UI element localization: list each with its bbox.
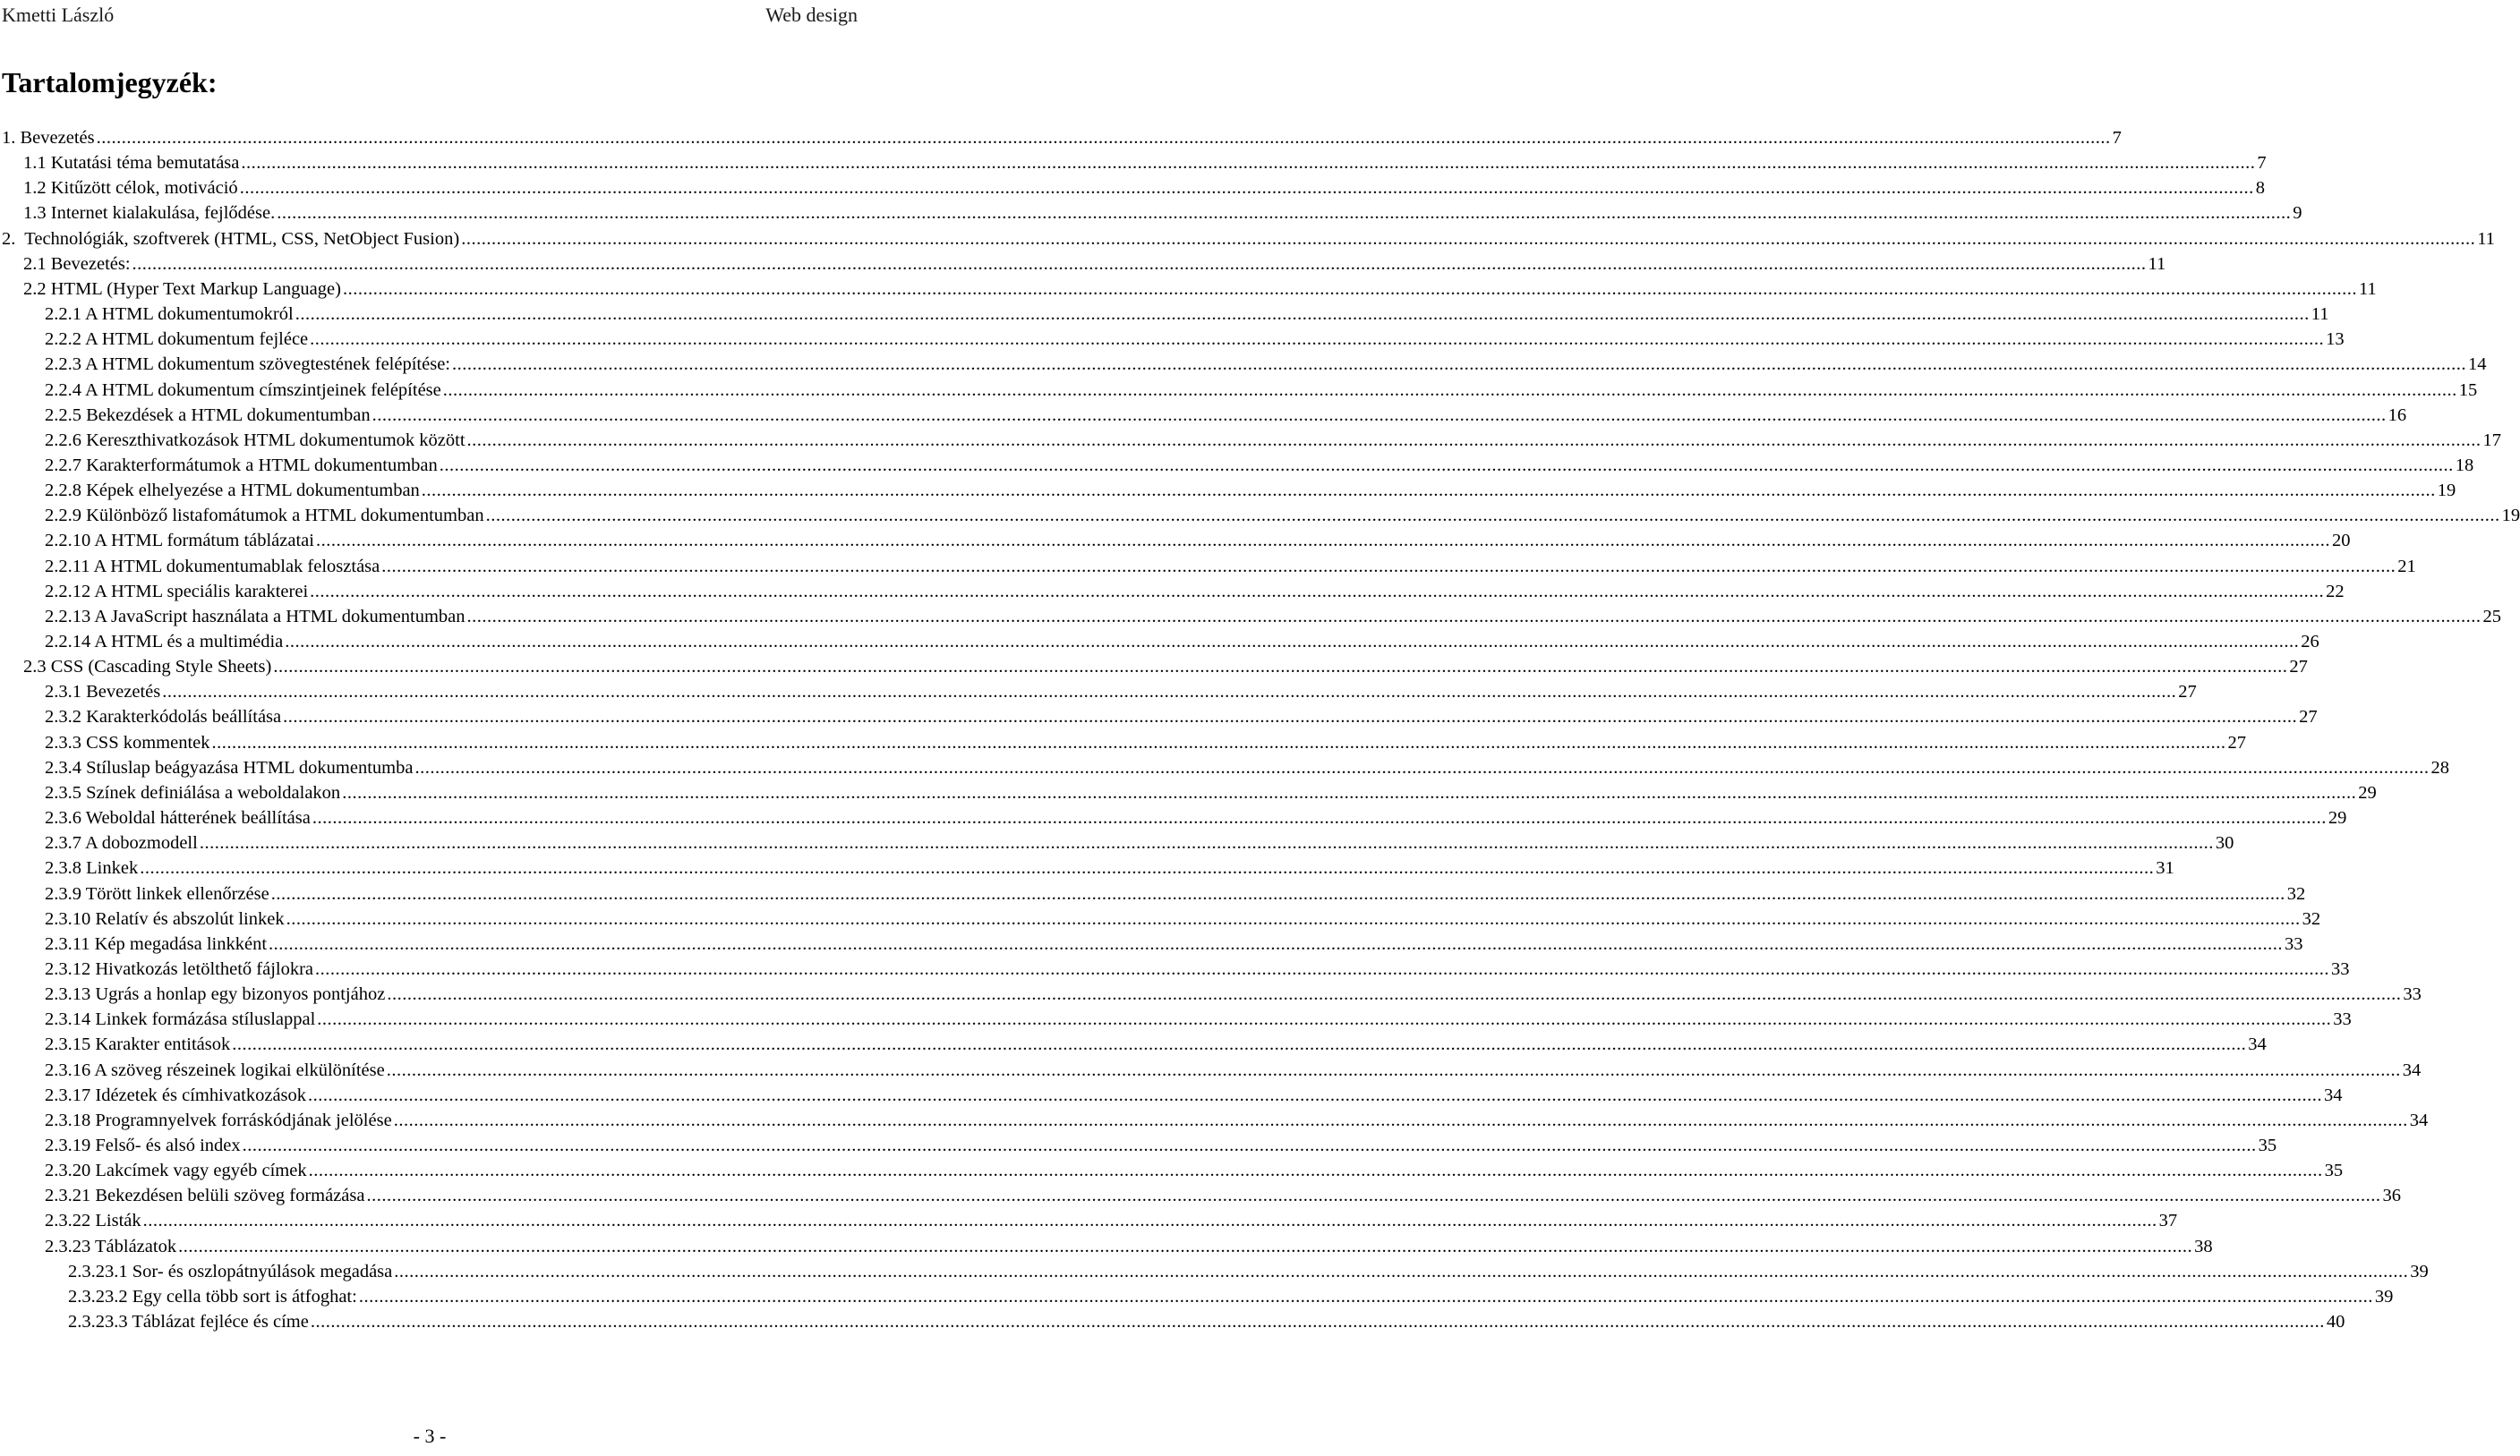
toc-leader-dots: ................................................................................................................................................................................................................................................................................................................................................................................................................ (308, 1161, 2323, 1181)
toc-entry-label: 2.3.2 Karakterkódolás beállítása (45, 707, 282, 728)
toc-entry[interactable] (45, 679, 2197, 704)
toc-entry[interactable] (45, 704, 2318, 729)
toc-entry[interactable] (45, 1183, 2401, 1208)
toc-entry-label: 2.3.13 Ugrás a honlap egy bizonyos pontjához (45, 984, 386, 1005)
toc-entry-page: 36 (2382, 1186, 2401, 1206)
toc-entry[interactable] (2, 125, 2122, 150)
toc-entry-label: 2.2.10 A HTML formátum táblázatai (45, 531, 314, 551)
toc-entry[interactable] (45, 957, 2350, 982)
toc-entry-page: 11 (2148, 253, 2166, 274)
toc-entry-page: 7 (2257, 153, 2267, 174)
toc-entry-label: 2.2.3 A HTML dokumentum szövegtestének felépítése: (45, 354, 450, 375)
toc-entry-page: 40 (2326, 1312, 2345, 1333)
toc-entry-page: 34 (2409, 1110, 2429, 1130)
toc-entry[interactable] (45, 302, 2329, 327)
toc-entry-page: 33 (2331, 958, 2350, 979)
toc-entry-page: 33 (2403, 984, 2422, 1005)
toc-entry-page: 39 (2374, 1286, 2394, 1307)
toc-entry-label: 2.3.23.2 Egy cella több sort is átfoghat: (68, 1286, 357, 1307)
toc-entry-page: 32 (2302, 908, 2321, 929)
toc-entry[interactable] (45, 579, 2345, 604)
toc-leader-dots: ................................................................................................................................................................................................................................................................................................................................................................................................................ (312, 808, 2327, 829)
toc-leader-dots: ................................................................................................................................................................................................................................................................................................................................................................................................................ (277, 203, 2292, 224)
toc-leader-dots: ................................................................................................................................................................................................................................................................................................................................................................................................................ (421, 481, 2436, 501)
toc-entry-page: 34 (2402, 1060, 2422, 1080)
toc-leader-dots: ................................................................................................................................................................................................................................................................................................................................................................................................................ (358, 1286, 2373, 1307)
toc-entry[interactable] (45, 403, 2407, 428)
page-title: Tartalomjegyzék: (2, 66, 218, 98)
toc-leader-dots: ................................................................................................................................................................................................................................................................................................................................................................................................................ (273, 657, 2288, 677)
toc-entry-label: 2.3.11 Kép megadása linkként (45, 933, 268, 954)
toc-entry[interactable] (45, 1108, 2429, 1133)
toc-entry-label: 2.3.5 Színek definiálása a weboldalakon (45, 782, 341, 803)
toc-leader-dots: ................................................................................................................................................................................................................................................................................................................................................................................................................ (241, 153, 2256, 174)
header-subject: Web design (765, 4, 858, 26)
toc-leader-dots: ................................................................................................................................................................................................................................................................................................................................................................................................................ (239, 178, 2254, 199)
toc-leader-dots: ................................................................................................................................................................................................................................................................................................................................................................................................................ (439, 455, 2454, 475)
toc-entry[interactable] (45, 1158, 2344, 1183)
toc-leader-dots: ................................................................................................................................................................................................................................................................................................................................................................................................................ (285, 632, 2300, 651)
toc-entry-page: 34 (2248, 1035, 2267, 1055)
toc-entry-page: 18 (2455, 455, 2474, 475)
toc-entry-page: 11 (2311, 304, 2329, 325)
toc-entry[interactable] (45, 1007, 2352, 1032)
toc-entry-label: 2. Technológiák, szoftverek (HTML, CSS, NetObject Fusion) (2, 228, 460, 249)
toc-entry[interactable] (45, 805, 2347, 830)
toc-entry-page: 20 (2331, 531, 2351, 551)
toc-leader-dots: ................................................................................................................................................................................................................................................................................................................................................................................................................ (394, 1261, 2409, 1281)
toc-leader-dots: ................................................................................................................................................................................................................................................................................................................................................................................................................ (310, 1312, 2325, 1333)
toc-entry-label: 2.3.15 Karakter entitások (45, 1035, 231, 1055)
toc-leader-dots: ................................................................................................................................................................................................................................................................................................................................................................................................................ (372, 404, 2387, 425)
toc-entry-page: 33 (2333, 1009, 2352, 1030)
toc-leader-dots: ................................................................................................................................................................................................................................................................................................................................................................................................................ (308, 1085, 2323, 1105)
toc-leader-dots: ................................................................................................................................................................................................................................................................................................................................................................................................................ (315, 958, 2330, 979)
toc-entry-label: 2.1 Bevezetés: (23, 253, 131, 274)
toc-entry-page: 13 (2326, 329, 2345, 350)
toc-leader-dots: ................................................................................................................................................................................................................................................................................................................................................................................................................ (242, 1136, 2257, 1155)
toc-entry-label: 2.2 HTML (Hyper Text Markup Language) (23, 278, 341, 299)
toc-leader-dots: ................................................................................................................................................................................................................................................................................................................................................................................................................ (270, 883, 2285, 904)
toc-entry-page: 9 (2293, 203, 2302, 224)
toc-entry-page: 11 (2358, 278, 2377, 299)
toc-entry-page: 29 (2358, 782, 2377, 803)
toc-entry-page: 25 (2482, 606, 2501, 626)
toc-entry-label: 2.3.4 Stíluslap beágyazása HTML dokumentumba (45, 757, 414, 778)
toc-leader-dots: ................................................................................................................................................................................................................................................................................................................................................................................................................ (310, 329, 2325, 350)
toc-entry-page: 34 (2324, 1085, 2343, 1105)
toc-leader-dots: ................................................................................................................................................................................................................................................................................................................................................................................................................ (140, 858, 2155, 879)
toc-entry-page: 7 (2112, 128, 2122, 148)
toc-leader-dots: ................................................................................................................................................................................................................................................................................................................................................................................................................ (315, 531, 2330, 551)
toc-leader-dots: ................................................................................................................................................................................................................................................................................................................................................................................................................ (485, 506, 2500, 526)
toc-entry[interactable] (45, 327, 2345, 352)
toc-leader-dots: ................................................................................................................................................................................................................................................................................................................................................................................................................ (442, 379, 2457, 400)
toc-entry-page: 38 (2194, 1236, 2213, 1256)
toc-leader-dots: ................................................................................................................................................................................................................................................................................................................................................................................................................ (269, 933, 2284, 954)
toc-entry-label: 2.2.7 Karakterformátumok a HTML dokumentumban (45, 455, 438, 475)
toc-entry-page: 17 (2482, 430, 2502, 450)
toc-entry-page: 33 (2285, 933, 2303, 954)
toc-entry-label: 1.3 Internet kialakulása, fejlődése. (23, 203, 276, 224)
toc-entry-label: 1.2 Kitűzött célok, motiváció (23, 178, 238, 199)
toc-entry[interactable] (23, 200, 2302, 226)
toc-leader-dots: ................................................................................................................................................................................................................................................................................................................................................................................................................ (466, 430, 2482, 450)
toc-entry-label: 2.2.8 Képek elhelyezése a HTML dokumentumban (45, 481, 420, 501)
toc-entry[interactable] (23, 277, 2377, 302)
toc-leader-dots: ................................................................................................................................................................................................................................................................................................................................................................................................................ (452, 354, 2466, 375)
toc-entry[interactable] (45, 478, 2456, 503)
toc-leader-dots: ................................................................................................................................................................................................................................................................................................................................................................................................................ (414, 757, 2430, 778)
toc-leader-dots: ................................................................................................................................................................................................................................................................................................................................................................................................................ (386, 1060, 2401, 1080)
toc-entry-label: 2.3.12 Hivatkozás letölthető fájlokra (45, 958, 314, 979)
toc-entry[interactable] (45, 1083, 2343, 1108)
toc-entry-page: 29 (2328, 808, 2347, 829)
toc-leader-dots: ................................................................................................................................................................................................................................................................................................................................................................................................................ (295, 304, 2310, 325)
toc-leader-dots: ................................................................................................................................................................................................................................................................................................................................................................................................................ (283, 707, 2298, 728)
toc-entry[interactable] (23, 251, 2166, 277)
toc-entry[interactable] (68, 1259, 2429, 1284)
toc-entry-label: 2.3.21 Bekezdésen belüli szöveg formázása (45, 1186, 365, 1206)
toc-entry-label: 2.3 CSS (Cascading Style Sheets) (23, 657, 272, 677)
toc-entry-page: 30 (2215, 833, 2234, 854)
toc-leader-dots: ................................................................................................................................................................................................................................................................................................................................................................................................................ (96, 128, 2111, 148)
toc-entry-label: 2.2.1 A HTML dokumentumokról (45, 304, 294, 325)
toc-entry-page: 27 (2227, 732, 2247, 753)
toc-entry-page: 37 (2158, 1211, 2178, 1231)
toc-entry[interactable] (45, 503, 2520, 528)
toc-leader-dots: ................................................................................................................................................................................................................................................................................................................................................................................................................ (132, 253, 2147, 274)
toc-leader-dots: ................................................................................................................................................................................................................................................................................................................................................................................................................ (393, 1110, 2408, 1130)
toc-entry[interactable] (45, 982, 2422, 1007)
toc-entry[interactable] (45, 907, 2321, 932)
toc-entry-label: 2.2.5 Bekezdések a HTML dokumentumban (45, 404, 371, 425)
toc-entry-page: 19 (2437, 481, 2456, 501)
toc-entry-page: 35 (2258, 1136, 2277, 1155)
toc-entry[interactable] (23, 150, 2267, 175)
toc-entry[interactable] (45, 453, 2474, 478)
toc-entry-label: 2.3.16 A szöveg részeinek logikai elkülönítése (45, 1060, 385, 1080)
toc-leader-dots: ................................................................................................................................................................................................................................................................................................................................................................................................................ (162, 682, 2177, 702)
toc-leader-dots: ................................................................................................................................................................................................................................................................................................................................................................................................................ (142, 1211, 2157, 1231)
toc-entry-label: 2.2.13 A JavaScript használata a HTML dokumentumban (45, 606, 466, 626)
toc-entry-label: 2.2.6 Kereszthivatkozások HTML dokumentumok között (45, 430, 466, 450)
toc-entry-label: 2.3.17 Idézetek és címhivatkozások (45, 1085, 307, 1105)
toc-entry[interactable] (45, 1133, 2277, 1158)
toc-entry[interactable] (45, 1058, 2422, 1083)
toc-entry-label: 1.1 Kutatási téma bemutatása (23, 153, 240, 174)
toc-entry-page: 11 (2477, 228, 2495, 249)
toc-entry-label: 2.2.2 A HTML dokumentum fejléce (45, 329, 309, 350)
toc-leader-dots: ................................................................................................................................................................................................................................................................................................................................................................................................................ (381, 556, 2396, 576)
toc-entry[interactable] (45, 932, 2303, 957)
toc-entry-label: 2.3.14 Linkek formázása stíluslappal (45, 1009, 316, 1030)
toc-entry[interactable] (45, 755, 2449, 780)
toc-entry-label: 2.3.23.3 Táblázat fejléce és címe (68, 1312, 309, 1333)
toc-entry-page: 35 (2324, 1161, 2344, 1181)
toc-entry[interactable] (45, 881, 2306, 907)
toc-entry-page: 27 (2299, 707, 2318, 728)
toc-entry-page: 26 (2301, 632, 2319, 651)
toc-leader-dots: ................................................................................................................................................................................................................................................................................................................................................................................................................ (286, 908, 2301, 929)
toc-leader-dots: ................................................................................................................................................................................................................................................................................................................................................................................................................ (461, 228, 2476, 249)
toc-entry[interactable] (45, 604, 2501, 629)
toc-entry[interactable] (45, 352, 2487, 377)
toc-entry-label: 2.3.23 Táblázatok (45, 1236, 177, 1256)
toc-entry-page: 39 (2410, 1261, 2429, 1281)
page-number: - 3 - (413, 1425, 447, 1447)
toc-entry[interactable] (45, 1208, 2178, 1233)
toc-entry[interactable] (45, 1234, 2213, 1259)
toc-leader-dots: ................................................................................................................................................................................................................................................................................................................................................................................................................ (211, 732, 2226, 753)
toc-leader-dots: ................................................................................................................................................................................................................................................................................................................................................................................................................ (387, 984, 2402, 1005)
toc-leader-dots: ................................................................................................................................................................................................................................................................................................................................................................................................................ (199, 833, 2214, 854)
toc-entry[interactable] (45, 629, 2319, 654)
toc-entry-page: 8 (2255, 178, 2265, 199)
toc-entry-page: 27 (2178, 682, 2197, 702)
toc-entry-page: 14 (2468, 354, 2487, 375)
toc-entry[interactable] (45, 528, 2351, 553)
toc-entry-page: 16 (2388, 404, 2407, 425)
toc-entry-label: 2.2.12 A HTML speciális karakterei (45, 581, 309, 601)
toc-entry[interactable] (45, 1032, 2267, 1057)
toc-entry[interactable] (23, 175, 2265, 200)
toc-entry-label: 2.3.1 Bevezetés (45, 682, 161, 702)
toc-entry[interactable] (45, 780, 2377, 805)
toc-entry-page: 28 (2430, 757, 2449, 778)
toc-entry[interactable] (68, 1309, 2345, 1334)
toc-leader-dots: ................................................................................................................................................................................................................................................................................................................................................................................................................ (366, 1186, 2381, 1206)
toc-entry-label: 2.2.4 A HTML dokumentum címszintjeinek felépítése (45, 379, 441, 400)
toc-entry-label: 2.2.9 Különböző listafomátumok a HTML dokumentumban (45, 506, 484, 526)
toc-entry-page: 15 (2458, 379, 2478, 400)
toc-leader-dots: ................................................................................................................................................................................................................................................................................................................................................................................................................ (310, 581, 2325, 601)
toc-entry-label: 2.3.9 Törött linkek ellenőrzése (45, 883, 269, 904)
toc-entry-label: 2.3.18 Programnyelvek forráskódjának jelölése (45, 1110, 392, 1130)
toc-entry-page: 31 (2156, 858, 2174, 879)
toc-entry[interactable] (45, 554, 2416, 579)
header-author: Kmetti László (2, 4, 115, 26)
toc-entry[interactable] (2, 226, 2495, 251)
toc-entry-label: 2.3.6 Weboldal hátterének beállítása (45, 808, 311, 829)
toc-entry-page: 22 (2326, 581, 2345, 601)
toc-entry-page: 27 (2289, 657, 2308, 677)
toc-entry-label: 2.2.11 A HTML dokumentumablak felosztása (45, 556, 380, 576)
toc-entry-page: 21 (2397, 556, 2416, 576)
toc-entry-label: 2.3.23.1 Sor- és oszlopátnyúlások megadása (68, 1261, 393, 1281)
toc-entry-label: 2.3.22 Listák (45, 1211, 141, 1231)
toc-entry-label: 1. Bevezetés (2, 128, 95, 148)
toc-entry-label: 2.3.10 Relatív és abszolút linkek (45, 908, 285, 929)
toc-entry-label: 2.3.19 Felső- és alsó index (45, 1136, 241, 1155)
toc-entry-label: 2.3.7 A dobozmodell (45, 833, 198, 854)
toc-entry-page: 32 (2286, 883, 2306, 904)
toc-entry[interactable] (45, 730, 2247, 755)
toc-entry[interactable] (45, 378, 2478, 403)
toc-leader-dots: ................................................................................................................................................................................................................................................................................................................................................................................................................ (342, 278, 2357, 299)
toc-entry-label: 2.3.8 Linkek (45, 858, 139, 879)
toc-leader-dots: ................................................................................................................................................................................................................................................................................................................................................................................................................ (232, 1035, 2247, 1055)
toc-entry-label: 2.3.3 CSS kommentek (45, 732, 210, 753)
toc-entry[interactable] (68, 1284, 2394, 1309)
toc-entry-page: 19 (2501, 506, 2520, 526)
toc-entry[interactable] (45, 428, 2502, 453)
toc-entry[interactable] (23, 654, 2308, 679)
toc-leader-dots: ................................................................................................................................................................................................................................................................................................................................................................................................................ (342, 782, 2357, 803)
toc-entry[interactable] (45, 830, 2234, 856)
toc-leader-dots: ................................................................................................................................................................................................................................................................................................................................................................................................................ (466, 606, 2482, 626)
toc-leader-dots: ................................................................................................................................................................................................................................................................................................................................................................................................................ (317, 1009, 2332, 1030)
running-header (0, 4, 859, 30)
toc-entry[interactable] (45, 856, 2174, 881)
toc-leader-dots: ................................................................................................................................................................................................................................................................................................................................................................................................................ (178, 1236, 2193, 1256)
toc-entry-label: 2.2.14 A HTML és a multimédia (45, 632, 284, 651)
toc-entry-label: 2.3.20 Lakcímek vagy egyéb címek (45, 1161, 307, 1181)
